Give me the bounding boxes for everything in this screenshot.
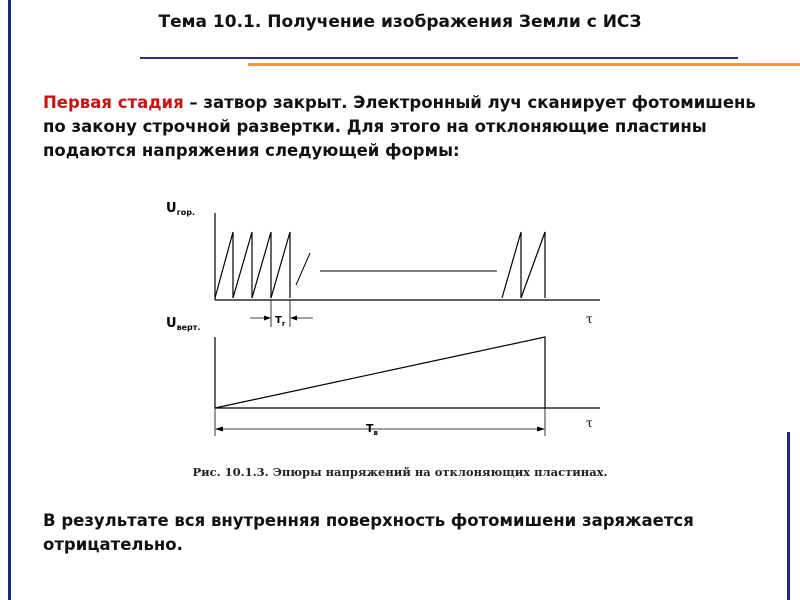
top-axis-label: $U_{гор.}$ [166, 201, 196, 217]
bottom-tau-label: τ [586, 416, 593, 430]
slide-title: Тема 10.1. Получение изображения Земли с ИСЗ [158, 12, 642, 32]
figure-caption: Рис. 10.1.3. Эпюры напряжений на отклоняющих пластинах. [192, 465, 608, 479]
tg-arrowhead-left [264, 316, 271, 321]
tg-arrowhead-right [290, 316, 297, 321]
tg-label: $T_г$ [275, 315, 286, 328]
intro-paragraph [43, 91, 783, 163]
title-rule-blue [140, 57, 738, 59]
sawtooth-end [502, 232, 545, 298]
bottom-axis-label: $U_{верт.}$ [166, 316, 201, 332]
intro-highlight: Первая стадия [43, 93, 184, 112]
tv-label: $T_в$ [366, 422, 378, 437]
top-tau-label: τ [586, 312, 593, 326]
sawtooth-fade [296, 253, 310, 285]
title-rule-orange [248, 63, 800, 66]
vertical-ramp [215, 337, 545, 408]
conclusion-paragraph: В результате вся внутренняя поверхность фотомишени заряжается отрицательно. [43, 511, 694, 554]
tv-arrowhead-right [537, 427, 545, 432]
intro-text: – затвор закрыт. Электронный луч сканирует фотомишень по закону строчной развертки. Для этого на отклоняющие пластины подаются напряжения следующей формы: [43, 93, 756, 160]
sawtooth-start [215, 232, 290, 298]
left-decor-bar [8, 0, 11, 600]
voltage-diagram [150, 190, 620, 445]
right-decor-bar [787, 432, 790, 600]
tv-arrowhead-left [215, 427, 223, 432]
